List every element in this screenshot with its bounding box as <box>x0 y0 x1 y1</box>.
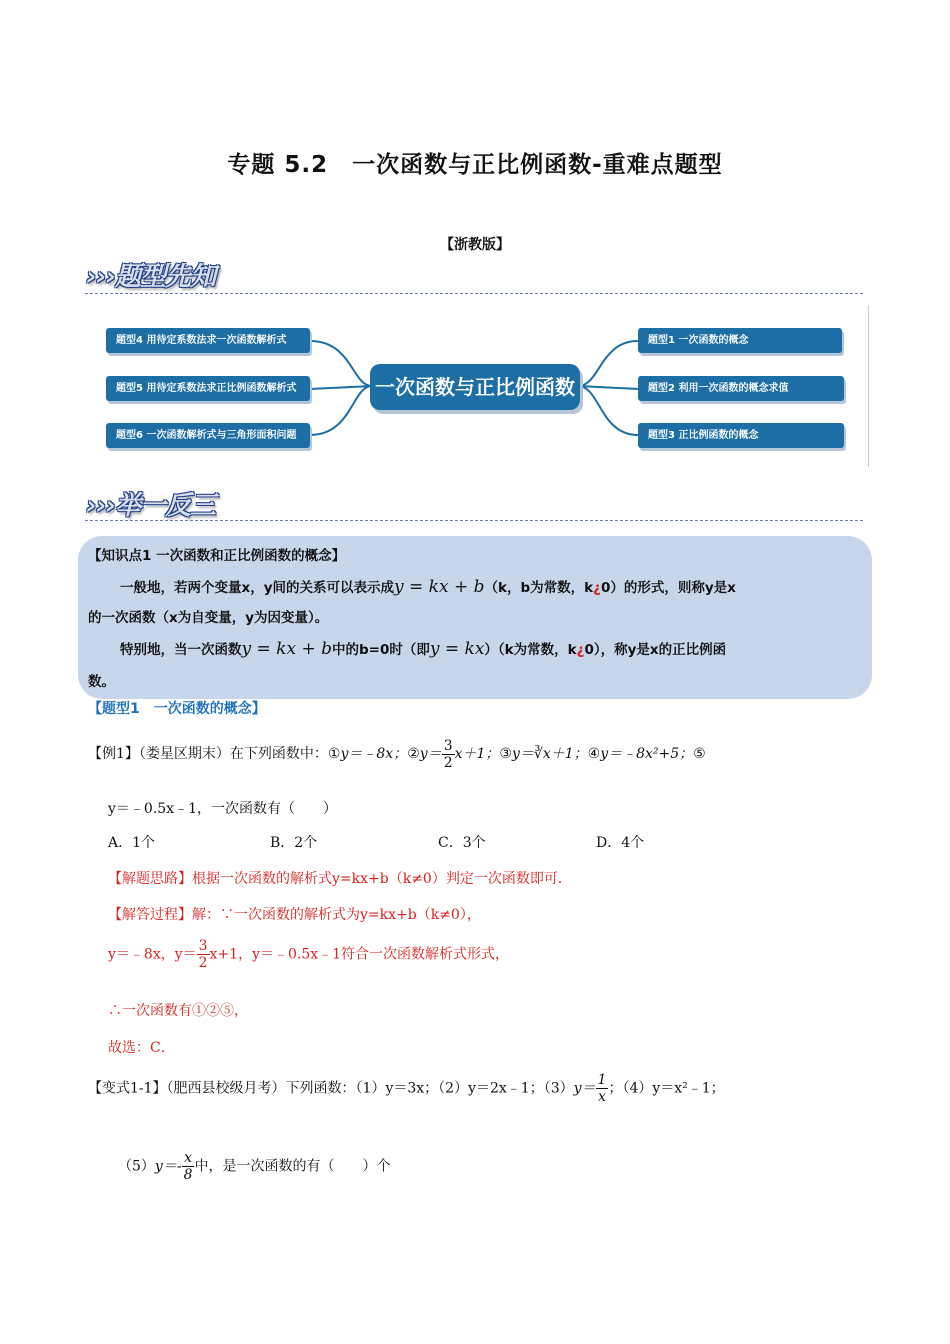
solution-answer: 故选：C． <box>108 1040 175 1056</box>
formula: y = kx + b <box>394 577 485 597</box>
formula: x＋1； <box>454 746 500 762</box>
option-a: A．1个 <box>108 835 156 851</box>
text: 中的b=0时（即 <box>331 642 430 658</box>
solution-line2 <box>108 938 509 971</box>
text: x+1，y＝﹣0.5x﹣1符合一次函数解析式形式， <box>209 946 510 963</box>
divider <box>85 293 863 294</box>
denominator: 2 <box>198 955 208 971</box>
banner-title: 题型先知 <box>115 262 216 292</box>
option-b: B．2个 <box>270 835 318 851</box>
formula: y = kx <box>429 639 485 659</box>
banner-arrows-icon: ››› <box>86 262 116 292</box>
glyph-mark: ¿ <box>593 580 601 596</box>
fraction <box>197 938 210 971</box>
solution-process <box>108 904 481 924</box>
formula: y = kx + b <box>241 639 332 659</box>
numerator: 1 <box>597 1072 607 1088</box>
numerator: 3 <box>443 737 453 754</box>
knowledge-heading: 【知识点1 一次函数和正比例函数的概念】 <box>88 548 346 564</box>
text: ）（k为常数，k <box>484 642 577 658</box>
glyph-mark: ¿ <box>576 642 585 658</box>
text: 0），称y是x的正比例函 <box>584 642 727 658</box>
solution-line3: ∴一次函数有①②⑤， <box>108 1003 248 1019</box>
variant1-question <box>88 1072 725 1105</box>
text: 中，是一次函数的有（ ）个 <box>194 1158 391 1175</box>
formula: y＝﹣8x²+5； <box>600 746 694 762</box>
circle-number: ③ <box>499 746 512 762</box>
mindmap-node-topic3: 题型3 正比例函数的概念 <box>638 423 844 448</box>
numerator: x <box>182 1150 195 1167</box>
text: （k，b为常数，k <box>484 580 594 596</box>
circle-number: ④ <box>587 746 601 762</box>
mindmap-node-topic6: 题型6 一次函数解析式与三角形面积问题 <box>106 423 310 448</box>
text: 解：∵一次函数的解析式为y=kx+b（k≠0）， <box>192 907 481 923</box>
divider <box>85 520 863 521</box>
knowledge-line1 <box>120 576 870 597</box>
edition-label: 【浙教版】 <box>440 237 510 253</box>
banner-topic-preview <box>86 256 215 293</box>
example-source: （娄星区期末）在下列函数中： <box>138 746 328 762</box>
formula: y＝﹣8x； <box>340 746 408 762</box>
text: 0）的形式，则称y是x <box>600 580 736 596</box>
numerator: 3 <box>198 938 208 954</box>
example1-question-cont: y＝﹣0.5x﹣1，一次函数有（ ） <box>108 801 337 817</box>
circle-number: ⑤ <box>693 746 706 762</box>
fraction <box>442 738 455 771</box>
topic1-heading: 【题型1 一次函数的概念】 <box>88 701 266 717</box>
circle-number: ① <box>327 746 341 762</box>
mindmap <box>100 305 869 467</box>
example-label: 【例1】 <box>88 746 139 762</box>
label: 【解答过程】 <box>108 907 192 923</box>
knowledge-line3 <box>120 638 870 659</box>
mindmap-node-topic2: 题型2 利用一次函数的概念求值 <box>638 376 844 401</box>
fraction <box>596 1072 609 1105</box>
denominator: 2 <box>443 754 453 771</box>
knowledge-line2: 的一次函数（x为自变量，y为因变量）。 <box>88 610 329 626</box>
formula: y＝ <box>573 1080 596 1097</box>
variant-label: 【变式1-1】 <box>88 1080 167 1097</box>
formula: y＝- <box>154 1158 182 1175</box>
mindmap-node-topic1: 题型1 一次函数的概念 <box>638 328 842 353</box>
option-d: D．4个 <box>596 835 645 851</box>
circle-number: ② <box>407 746 420 762</box>
denominator: 8 <box>183 1167 193 1183</box>
banner-arrows-icon: ››› <box>86 491 116 521</box>
option-c: C．3个 <box>438 835 486 851</box>
mindmap-center: 一次函数与正比例函数 <box>370 364 580 410</box>
page-title: 专题 5.2 一次函数与正比例函数-重难点题型 <box>227 152 723 178</box>
denominator: x <box>598 1089 606 1105</box>
text: ；（4）y＝x²﹣1； <box>608 1080 725 1097</box>
banner-examples <box>86 485 215 522</box>
example1-question <box>88 736 706 772</box>
variant1-question-cont <box>118 1150 390 1183</box>
solution-idea <box>108 868 572 888</box>
text: 特别地，当一次函数 <box>120 642 242 658</box>
formula: y＝∛x＋1； <box>511 746 588 762</box>
text: （肥西县校级月考）下列函数：（1）y＝3x；（2）y＝2x﹣1；（3） <box>166 1080 574 1097</box>
text: y＝﹣8x，y＝ <box>108 946 197 963</box>
knowledge-line4: 数。 <box>88 674 115 690</box>
formula: y＝ <box>419 746 442 762</box>
text: 一般地，若两个变量x，y间的关系可以表示成 <box>120 580 395 596</box>
mindmap-node-topic5: 题型5 用待定系数法求正比例函数解析式 <box>106 376 310 401</box>
fraction <box>182 1150 195 1183</box>
text: （5） <box>118 1158 155 1175</box>
banner-title: 举一反三 <box>115 491 216 521</box>
text: 根据一次函数的解析式y=kx+b（k≠0）判定一次函数即可． <box>192 871 572 887</box>
mindmap-node-topic4: 题型4 用待定系数法求一次函数解析式 <box>106 328 310 353</box>
label: 【解题思路】 <box>108 871 192 887</box>
